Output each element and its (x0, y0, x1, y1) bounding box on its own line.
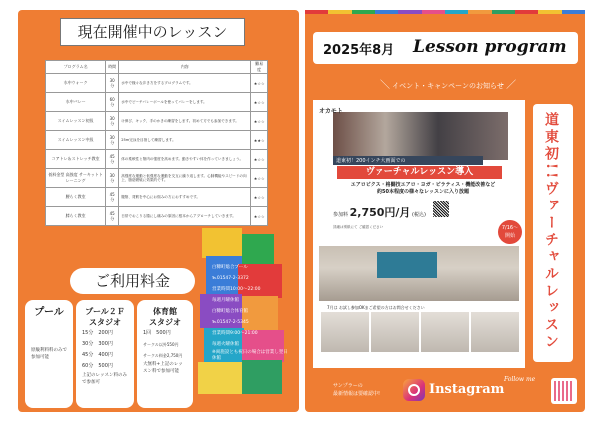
program-name: 膝らく教室 (46, 207, 106, 226)
fee-head: 体育館 スタジオ (149, 307, 181, 327)
flyer-caption: 7月は お試し参加OKまご希望の方はお問合せください (327, 305, 425, 310)
thumbnail (421, 312, 469, 352)
program-level: ★☆☆ (251, 93, 268, 112)
program-content: 水中でビーチバレーボールを使ってバレーをします。 (119, 93, 251, 112)
program-name: 水中バレー (46, 93, 106, 112)
facility-line: ℡01547-2-5345 (212, 320, 249, 325)
thumbnail (321, 312, 369, 352)
slash-icon: ／ (506, 80, 517, 91)
instagram-qr-icon[interactable] (551, 378, 577, 404)
program-content: 腹筋、背筋を中心にお悩みの方におすすめです。 (119, 188, 251, 207)
price-label: 参加料 (333, 212, 349, 218)
instagram-icon[interactable] (403, 379, 425, 401)
mosaic-tile (198, 362, 244, 394)
col-level: 難易度 (251, 61, 268, 74)
program-time: 30分 (106, 169, 119, 188)
col-time: 時間 (106, 61, 119, 74)
fee-line: 45分 400円 (82, 352, 113, 358)
program-time: 45分 (106, 188, 119, 207)
facility-line: ※両施設とも祝日の場合は営業し翌日休館 (212, 350, 288, 361)
instagram-label[interactable]: Instagram (429, 382, 505, 397)
facility-line: 毎週火曜休館 (212, 342, 239, 347)
program-content: 高強度な運動と低強度な運動を交互に繰り返します。心肺機能やスピードの向上、脂肪燃焼に効果的です。 (119, 169, 251, 188)
facility-line: 白糠町総合体育館 (212, 309, 248, 314)
mosaic-tile (242, 360, 282, 394)
program-level: ★☆☆ (251, 150, 268, 169)
fee-card-gym-studio (137, 300, 193, 408)
table-row (46, 169, 268, 188)
facility-info (212, 262, 292, 362)
col-program: プログラム名 (46, 61, 106, 74)
flyer-price (333, 204, 426, 220)
lessons-title: 現在開催中のレッスン (60, 18, 245, 46)
program-content: け伸び、キック、手のかきの練習をします。初めて方でも参加できます。 (119, 112, 251, 131)
program-content: 体の柔軟性と筋肉の強度を高めます。動きやすい体を作っていきましょう。 (119, 150, 251, 169)
program-time: 30分 (106, 74, 119, 93)
qr-code-icon[interactable] (433, 201, 449, 217)
brand-logo: オカモト (319, 108, 343, 115)
facility-line: 営業時間9:00〜21:00 (212, 331, 258, 336)
fee-line: 60分 500円 (82, 363, 113, 369)
instructor-photo-strip (333, 112, 508, 160)
facility-line: 白糠町総合プール (212, 265, 248, 270)
footer-note: サンプラーの 最新情報は要確認中! (333, 383, 381, 397)
program-level: ★☆☆ (251, 74, 268, 93)
fee-line: サークル以外550円 (143, 342, 179, 347)
program-name: コアトレ＆ストレッチ教室 (46, 150, 106, 169)
program-name: 低料金型 高強度 サーキットトレーニング (46, 169, 106, 188)
facility-line: 毎週月曜休館 (212, 298, 239, 303)
price-value: 2,750円/月 (349, 206, 411, 219)
event-label: イベント・キャンペーンのお知らせ (392, 82, 504, 90)
fee-line: 15分 200円 (82, 330, 113, 336)
flyer-banner: ヴァーチャルレッスン導入 (337, 166, 502, 179)
fee-note: 大無料+上記のレッスン料で参加可能 (143, 362, 183, 374)
fee-line: 1回 500円 (143, 330, 171, 336)
table-row (46, 93, 268, 112)
facility-line: ℡01547-2-3372 (212, 276, 249, 281)
program-time: 60分 (106, 93, 119, 112)
color-strip (305, 10, 585, 14)
program-heading (313, 32, 578, 64)
screen-image (377, 252, 437, 278)
mosaic-tile (202, 228, 242, 258)
virtual-lesson-flyer[interactable] (313, 100, 525, 368)
price-suffix: (税込) (412, 212, 426, 218)
program-level: ★☆☆ (251, 188, 268, 207)
program-level: ★★☆ (251, 131, 268, 150)
program-time: 30分 (106, 131, 119, 150)
col-content: 内容 (119, 61, 251, 74)
table-row (46, 188, 268, 207)
studio-photo (319, 246, 519, 301)
flyer-subtitle: エアロビクス・格闘技エアロ・ヨガ・ピラティス・機能改善など 約50本程度の様々なレッスンに入り放題 (350, 182, 496, 195)
table-row (46, 74, 268, 93)
slash-icon: ＼ (379, 80, 390, 91)
year-month: 2025年8月 (323, 43, 395, 58)
table-row (46, 150, 268, 169)
flyer-intro: 道東初！200インチ大画面での (333, 156, 483, 165)
facility-line: 営業時間10:00〜22:00 (212, 287, 261, 292)
table-row (46, 112, 268, 131)
thumbnail (471, 312, 519, 352)
program-level: ★☆☆ (251, 112, 268, 131)
program-title: Lesson program (413, 37, 567, 57)
program-level: ★☆☆ (251, 207, 268, 226)
program-time: 30分 (106, 112, 119, 131)
fee-card-pool-studio (76, 300, 134, 408)
program-content: 25m完泳を目指して練習します。 (119, 131, 251, 150)
flyer-fine-print: 詳細は別紙にて ご確認ください (333, 225, 384, 229)
mosaic-tile (242, 234, 274, 264)
fee-note: 上記のレッスン料のみで参加可 (82, 373, 127, 385)
fee-head: プール (34, 307, 64, 318)
program-content: 水中で様々な歩き方をするプログラムです。 (119, 74, 251, 93)
fee-line: サークル料金2,750円 (143, 353, 183, 358)
program-time: 45分 (106, 150, 119, 169)
fee-title: ご利用料金 (70, 268, 195, 294)
thumbnail (371, 312, 419, 352)
fee-note: 原級利料料のみで参加可能 (31, 348, 67, 360)
follow-me-label: Follow me (504, 376, 536, 383)
program-level: ★☆☆ (251, 169, 268, 188)
social-footer (319, 376, 577, 408)
program-name: 腰らく教室 (46, 188, 106, 207)
table-row (46, 131, 268, 150)
program-content: 日常でおこりる膝にし痛みの原因に根本からアプローチしていきます。 (119, 207, 251, 226)
table-row (46, 207, 268, 226)
program-name: 水中ウォーク (46, 74, 106, 93)
start-date-badge: 7/16〜 開始 (498, 220, 522, 244)
right-panel (305, 10, 585, 412)
vertical-headline: 道東初!!ヴァーチャルレッスン (533, 104, 573, 362)
event-notice (323, 76, 573, 91)
lesson-table (45, 60, 268, 226)
program-time: 45分 (106, 207, 119, 226)
fee-card-pool (25, 300, 73, 408)
table-header-row (46, 61, 268, 74)
lesson-thumbnails (321, 312, 519, 352)
program-name: スイムレッスン中級 (46, 131, 106, 150)
program-name: スイムレッスン初級 (46, 112, 106, 131)
fee-head: プール２Ｆ スタジオ (85, 307, 125, 327)
fee-line: 30分 300円 (82, 341, 113, 347)
